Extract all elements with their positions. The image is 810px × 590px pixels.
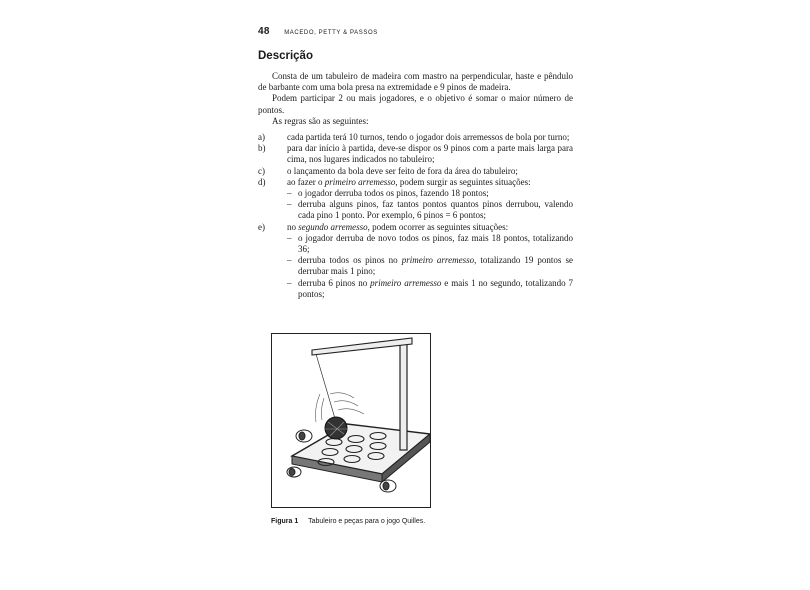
sub-item-emphasis: primeiro arremesso	[401, 255, 475, 266]
paragraph: Podem participar 2 ou mais jogadores, e o objetivo é somar o maior número de pontos.	[258, 93, 573, 115]
section-title: Descrição	[258, 50, 313, 62]
rule-item	[258, 132, 573, 143]
figure-caption	[271, 518, 425, 525]
rules-list	[258, 132, 573, 300]
figure-caption-text: Tabuleiro e peças para o jogo Quilles.	[308, 518, 426, 525]
rule-marker: e)	[258, 221, 265, 232]
paragraph: As regras são as seguintes:	[272, 115, 369, 126]
mast	[400, 342, 407, 450]
page-number: 48	[258, 26, 270, 37]
sub-item-text: derruba 6 pinos no	[298, 277, 371, 288]
sub-item-text: , totalizando 19 pontos se derrubar mais 1 pino;	[298, 255, 573, 277]
sub-item: – o jogador derruba todos os pinos, fazendo 18 pontos;	[287, 188, 489, 199]
arm	[312, 338, 412, 355]
page-header	[258, 21, 378, 39]
sub-item-text: o jogador derruba todos os pinos, fazendo 18 pontos;	[298, 188, 489, 199]
rule-text-pre: no	[287, 221, 299, 232]
rule-item	[258, 222, 573, 300]
rule-text-post: , podem ocorrer as seguintes situações:	[367, 221, 509, 232]
sub-list	[287, 233, 573, 300]
sub-item-text: e mais 1 no segundo, totalizando 7 pontos;	[298, 277, 573, 299]
rule-item	[258, 177, 573, 222]
rule-text: para dar início à partida, deve-se dispor os 9 pinos com a parte mais larga para cima, nos lugares indicados no tabuleiro;	[287, 143, 573, 165]
rule-item	[258, 166, 573, 177]
sub-list	[287, 188, 573, 222]
pendulum-string	[316, 354, 336, 422]
rule-text: o lançamento da bola deve ser feito de fora da área do tabuleiro;	[287, 165, 518, 176]
figure-illustration	[271, 333, 431, 508]
sub-item-text: derruba todos os pinos no	[298, 255, 402, 266]
rule-text-post: , podem surgir as seguintes situações:	[395, 176, 531, 187]
running-head: MACEDO, PETTY & PASSOS	[284, 30, 378, 36]
figure-label: Figura 1	[271, 518, 299, 525]
quilles-board-illustration	[272, 334, 430, 507]
rule-text-emphasis: primeiro arremesso	[324, 176, 396, 187]
rule-marker: d)	[258, 176, 266, 187]
rule-item	[258, 143, 573, 165]
body-text	[258, 71, 573, 300]
paragraph: Consta de um tabuleiro de madeira com mastro na perpendicular, haste e pêndulo de barbante com uma bola presa na extremidade e 9 pinos de madeira.	[258, 71, 573, 93]
sub-item-text: o jogador derruba de novo todos os pinos, faz mais 18 pontos, totalizando 36;	[298, 232, 573, 255]
rule-marker: c)	[258, 165, 265, 176]
sub-item-text: derruba alguns pinos, faz tantos pontos quantos pinos derrubou, valendo cada pino 1 ponto. Por exemplo, 6 pinos = 6 pontos;	[298, 199, 573, 221]
rule-text-pre: ao fazer o	[287, 176, 325, 187]
sub-item: – derruba todos os pinos no primeiro arremesso, totalizando 19 pontos se derrubar mais 1 pino;	[287, 255, 573, 277]
rule-marker: a)	[258, 132, 265, 143]
sub-item: – o jogador derruba de novo todos os pinos, faz mais 18 pontos, totalizando 36;	[287, 232, 573, 255]
rule-text	[287, 177, 531, 187]
sub-item: – derruba alguns pinos, faz tantos pontos quantos pinos derrubou, valendo cada pino 1 ponto. Por exemplo, 6 pinos = 6 pontos;	[287, 199, 573, 221]
rule-marker: b)	[258, 143, 266, 154]
sub-item: – derruba 6 pinos no primeiro arremesso e mais 1 no segundo, totalizando 7 pontos;	[287, 277, 573, 299]
sub-item-emphasis: primeiro arremesso	[370, 277, 442, 288]
rule-text: cada partida terá 10 turnos, tendo o jogador dois arremessos de bola por turno;	[287, 132, 570, 143]
rule-text-emphasis: segundo arremesso	[298, 221, 368, 232]
rule-text	[287, 222, 508, 232]
